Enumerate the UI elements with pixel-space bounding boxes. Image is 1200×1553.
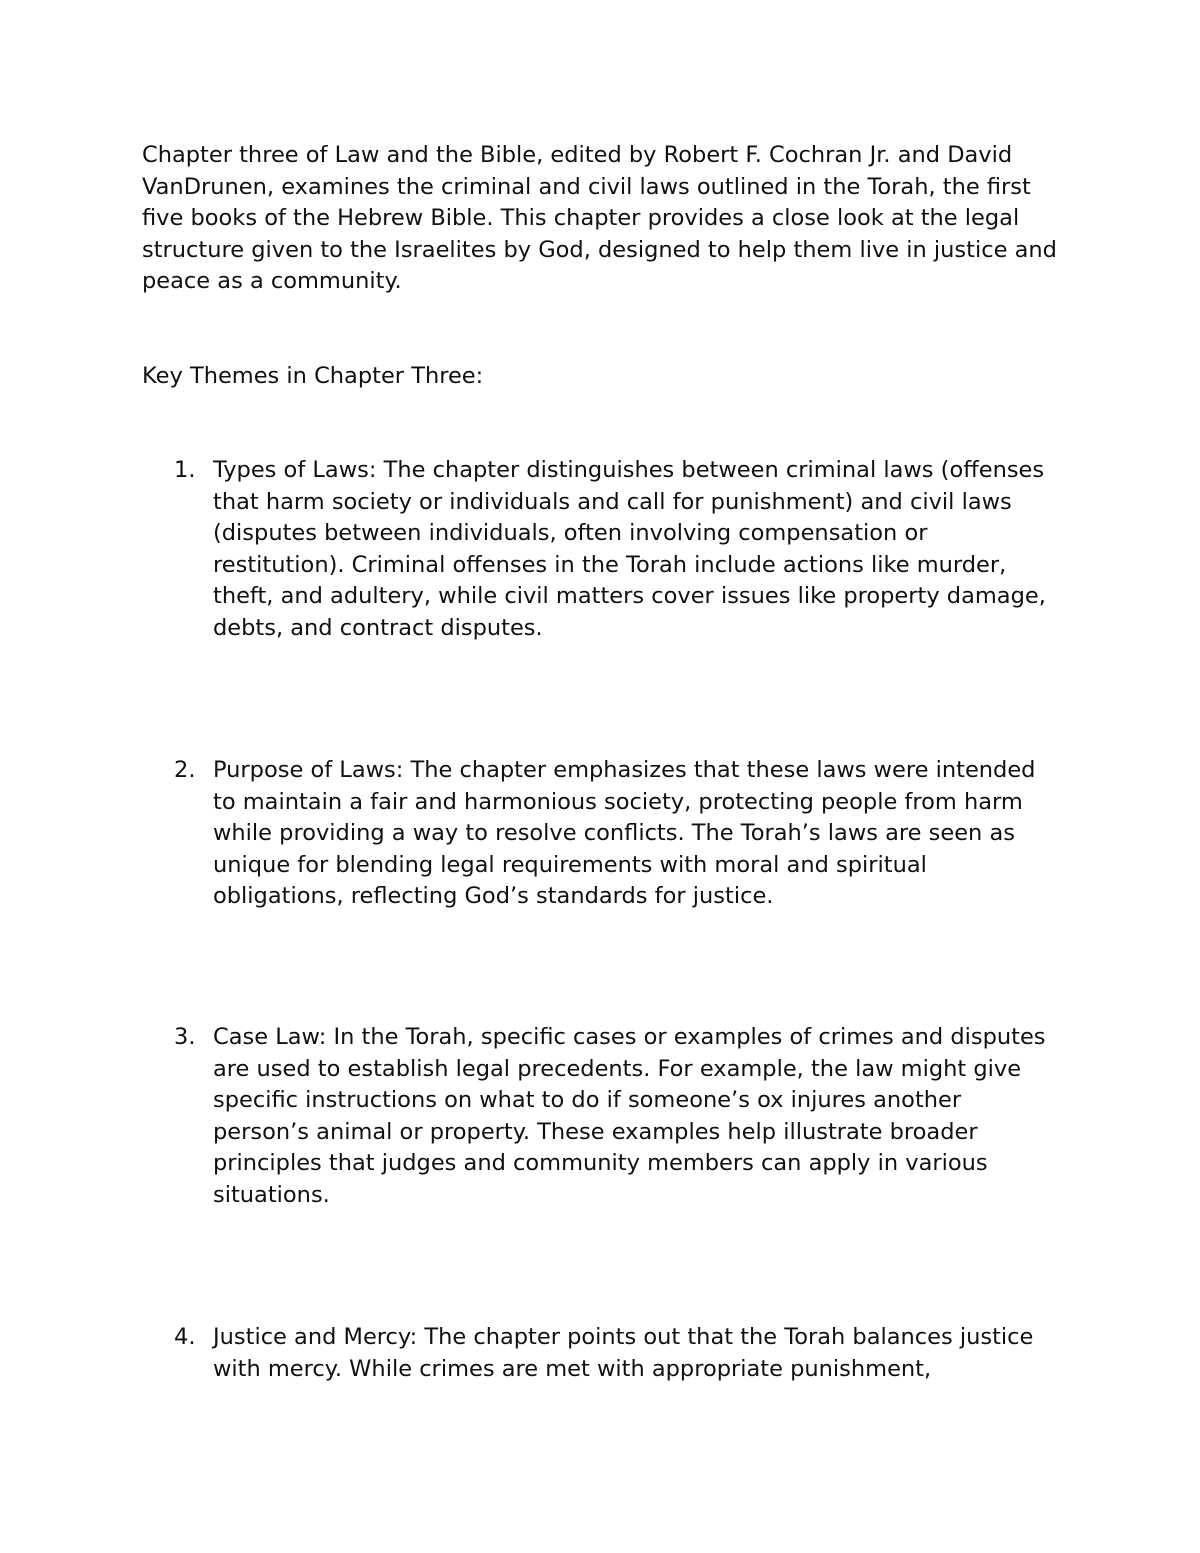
intro-paragraph: Chapter three of Law and the Bible, edited by Robert F. Cochran Jr. and David VanDrunen, examines the criminal and civil laws outlined in the Torah, the first five books of the Hebrew Bible. This chapter provides a close look at the legal structure given to the Israelites by God, designed to help them live in justice and peace as a community. [142, 142, 1057, 295]
list-item-text: Case Law: In the Torah, specific cases or examples of crimes and disputes are used to establish legal precedents. For example, the law might give specific instructions on what to do if someone’s ox injures another person’s animal or property. These examples help illustrate broader principles that judges and community members can apply in various situations. [213, 1024, 1046, 1208]
list-item [142, 1322, 1062, 1385]
list-item-number: 2. [174, 757, 196, 783]
list-item-number: 4. [174, 1324, 196, 1350]
list-item [142, 1022, 1062, 1212]
list-item-number: 3. [174, 1024, 196, 1050]
list-item-number: 1. [174, 457, 196, 483]
list-item [142, 755, 1062, 913]
list-item-text: Justice and Mercy: The chapter points out that the Torah balances justice with mercy. While crimes are met with appropriate punishment, [213, 1324, 1034, 1382]
list-item-text: Types of Laws: The chapter distinguishes between criminal laws (offenses that harm society or individuals and call for punishment) and civil laws (disputes between individuals, often involving compensation or restitution). Criminal offenses in the Torah include actions like murder, theft, and adultery, while civil matters cover issues like property damage, debts, and contract disputes. [213, 457, 1046, 641]
section-heading: Key Themes in Chapter Three: [142, 363, 484, 389]
list-item [142, 455, 1062, 645]
list-item-text: Purpose of Laws: The chapter emphasizes that these laws were intended to maintain a fair and harmonious society, protecting people from harm while providing a way to resolve conflicts. The Torah’s laws are seen as unique for blending legal requirements with moral and spiritual obligations, reflecting God’s standards for justice. [213, 757, 1036, 910]
